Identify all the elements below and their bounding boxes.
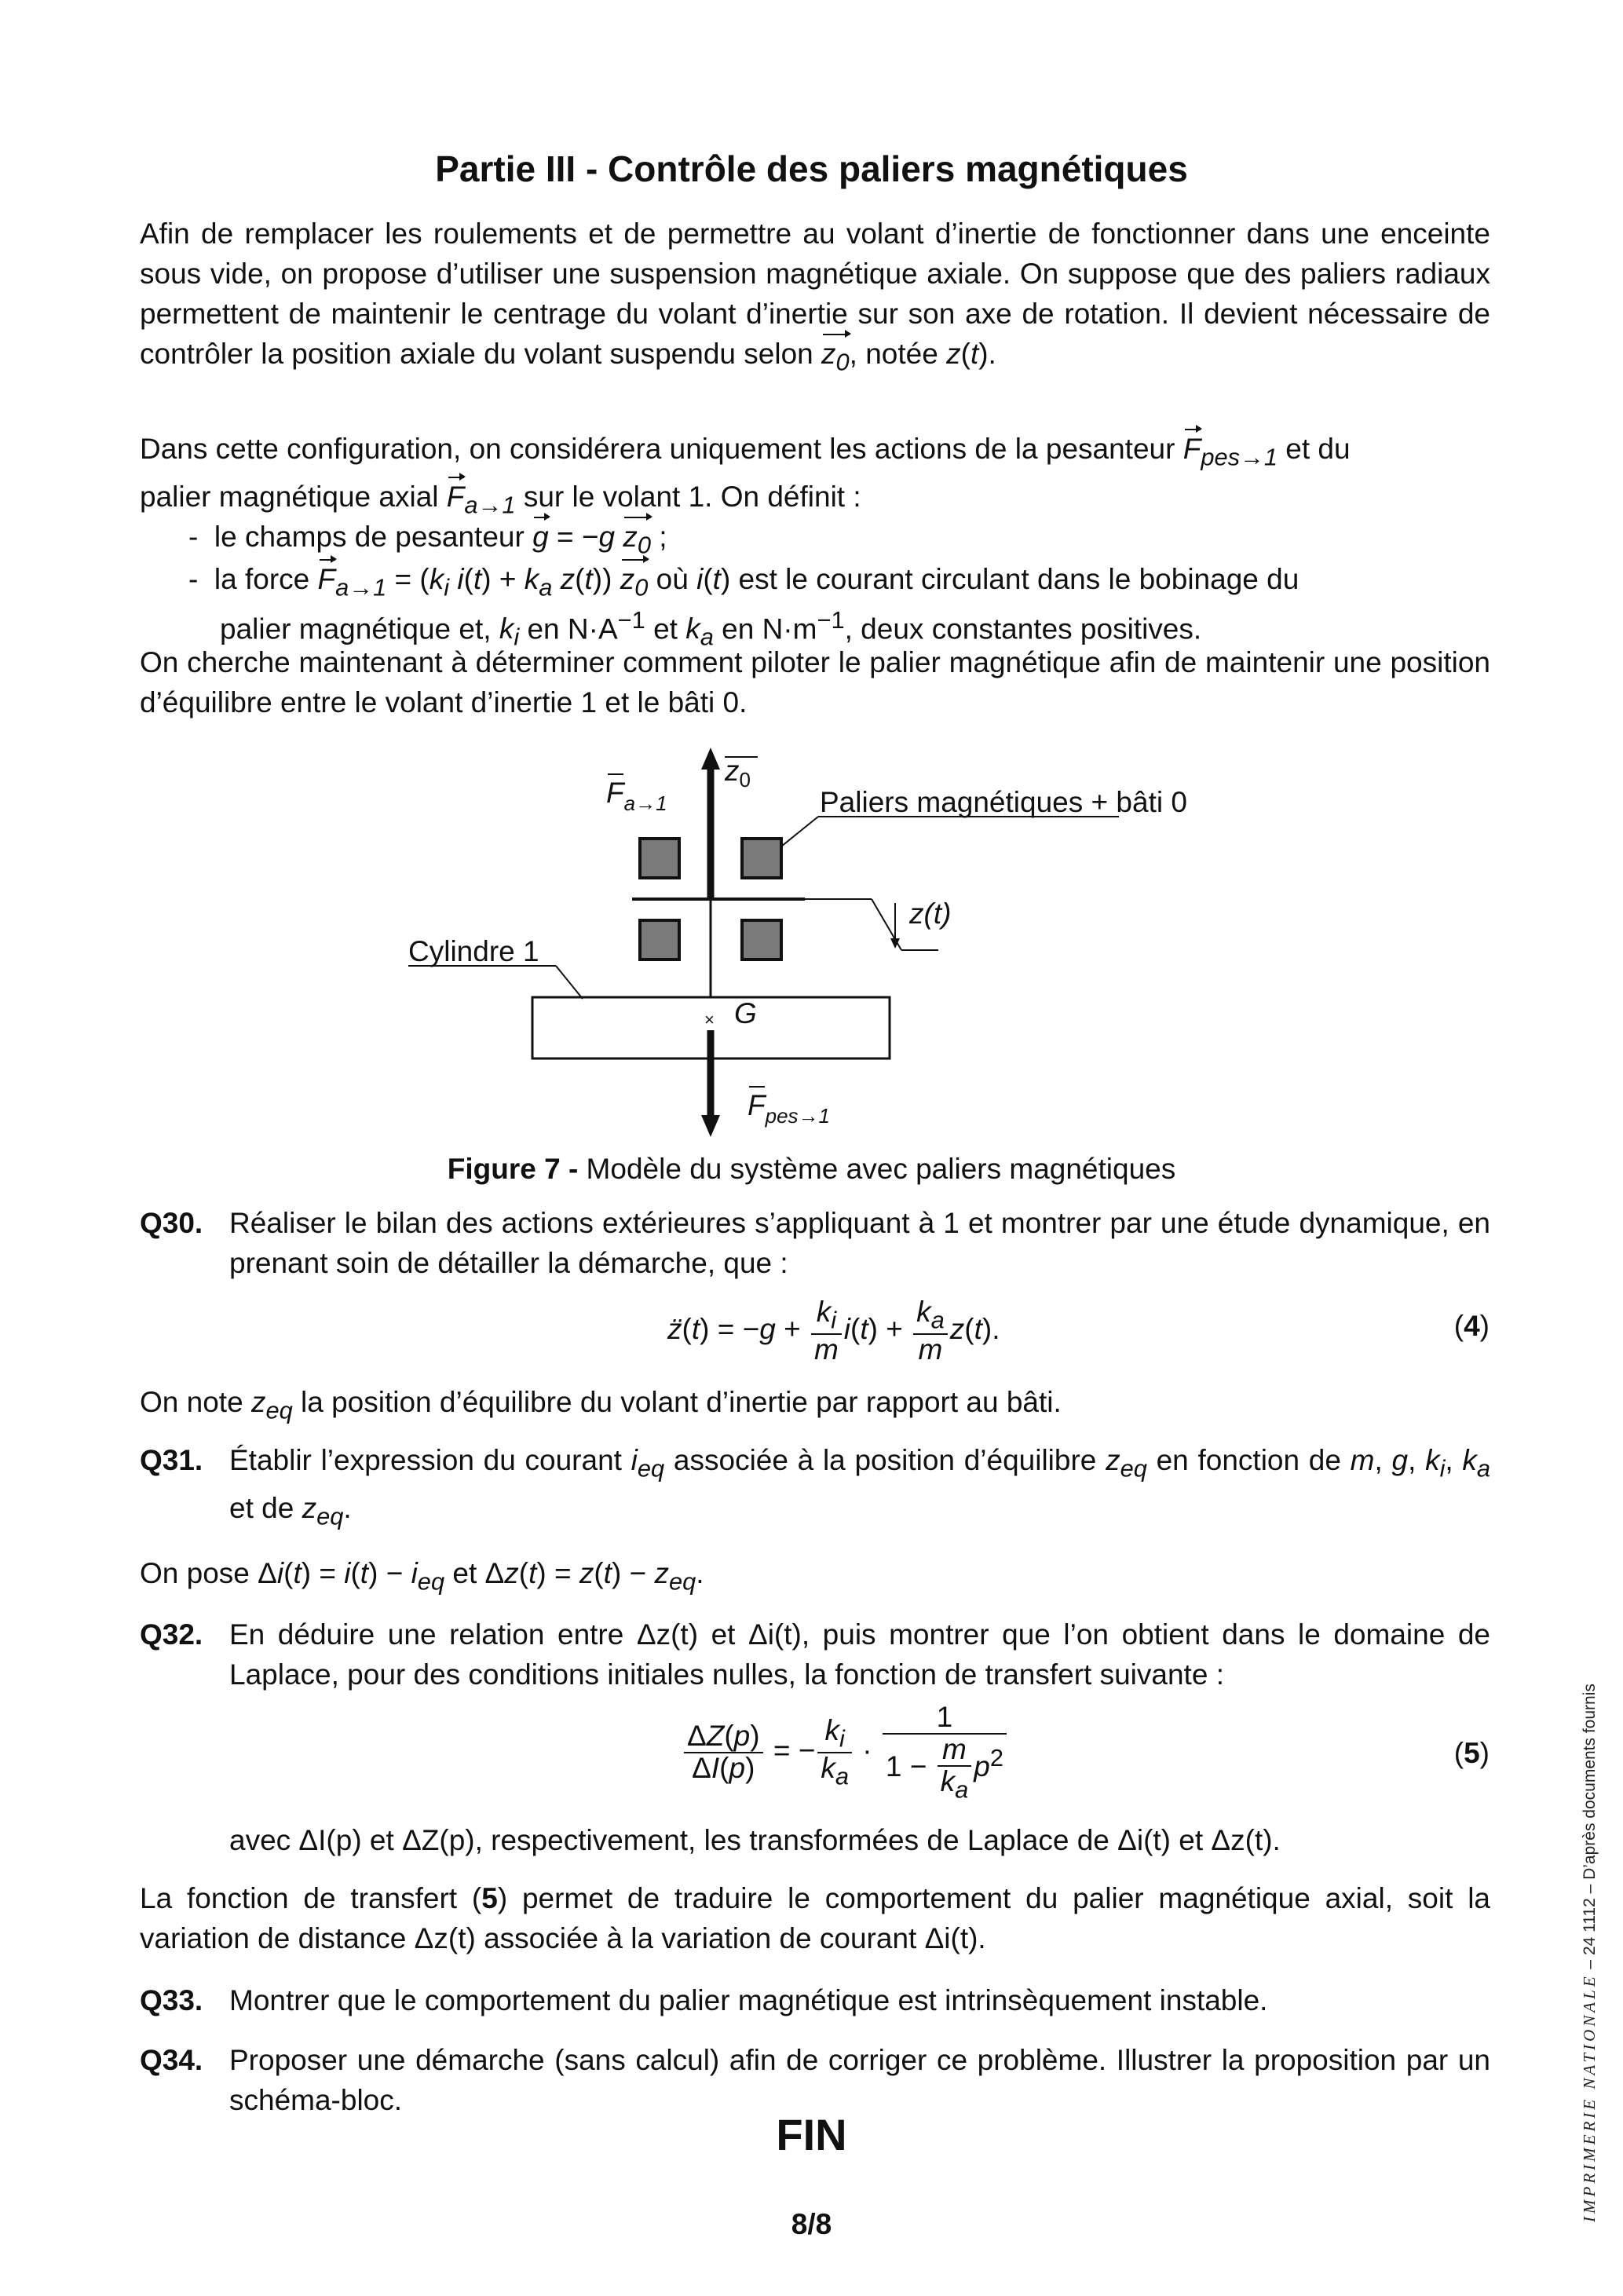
zt-label: z(t) [909,898,952,930]
q33-label: Q33. [140,1984,203,2016]
equation-4: z̈(t) = −g + $\frac{k_i}{m}$ i(t) + $\frac{k_a}{m}$ z(t). [667,1296,1000,1366]
q31-label: Q31. [140,1444,203,1476]
config-paragraph: Dans cette configuration, on considérera uniquement les actions de la pesanteur $F_{pes\to 1}$ et du palier magnétique axial $F_{a\to 1}$ sur le volant 1. On définit : [140,429,1490,525]
q30-text: Réaliser le bilan des actions extérieures s’appliquant à 1 et montrer par une étude dynamique, en prenant soin de détailler la démarche, que : [229,1207,1490,1279]
page-number: 8/8 [791,2208,832,2240]
q31-text: Établir l’expression du courant $i_{eq}$ associée à la position d’équilibre $z_{eq}$ en fonction de m, g, $k_i$, $k_a$ et de $z_{eq}$. [229,1444,1491,1530]
bearing-diagram [377,746,1288,1139]
magnet-top-left [640,839,679,878]
printer-sidebar: IMPRIMERIE NATIONALE – 24 1112 – D’après documents fournis [1580,1684,1599,2222]
q34-label: Q34. [140,2044,203,2076]
bullet-gravity: - le champs de pesanteur g = −g $z_0$ ; [188,517,667,565]
section-heading: Partie III - Contrôle des paliers magnétiques [435,148,1188,189]
z0-label: $z_0$ [725,755,751,792]
zeq-note: On note $z_{eq}$ la position d’équilibre du volant d’inertie par rapport au bâti. [140,1386,1062,1424]
q34-text: Proposer une démarche (sans calcul) afin de corriger ce problème. Illustrer la proposition par un schéma-bloc. [229,2044,1490,2116]
equation-5-number: (5) [1453,1737,1490,1769]
cylindre-leader [556,966,583,999]
q32-text: En déduire une relation entre Δz(t) et Δi(t), puis montrer que l’on obtient dans le domaine de Laplace, pour des conditions initiales nulles, la fonction de transfert suivante : [229,1618,1490,1691]
bullet-force-cont: palier magnétique et, $k_i$ en $N\cdot A^{-1}$ et $k_a$ en $N\cdot m^{-1}$, deux constantes positives. [220,606,1202,651]
goal-paragraph: On cherche maintenant à déterminer comment piloter le palier magnétique afin de maintenir une position d’équilibre entre le volant d’inertie 1 et le bâti 0. [140,646,1490,718]
fa-label: $F_{a\to 1}$ [606,777,667,815]
equation-5: $\frac{\Delta Z(p)}{\Delta I(p)}$ = − $\frac{k_i}{k_a}$ · 1 1 − $\frac{m}{k_a}$ $p^2$ [682,1702,1009,1802]
equation-4-number: (4) [1453,1310,1490,1342]
pose-note: On pose $\Delta i(t) = i(t) - i_{eq}$ et $\Delta z(t) = z(t) - z_{eq}$. [140,1557,704,1596]
transfer-note: La fonction de transfert (5) permet de traduire le comportement du palier magnétique axial, soit la variation de distance Δz(t) associée à la variation de courant Δi(t). [140,1882,1490,1954]
q30-label: Q30. [140,1207,203,1239]
q32-label: Q32. [140,1618,203,1651]
magnet-bottom-right [742,920,781,960]
q33-text: Montrer que le comportement du palier magnétique est intrinsèquement instable. [229,1984,1268,2016]
intro-paragraph: Afin de remplacer les roulements et de permettre au volant d’inertie de fonctionner dans une enceinte sous vide, on propose d’utiliser une suspension magnétique axiale. On suppose que des paliers radiaux permettent de maintenir le centrage du volant d’inertie sur son axe de rotation. Il devient nécessaire de contrôler la position axiale du volant suspendu selon $z_0$, notée z(t). [140,214,1490,382]
g-mark: × [704,1010,715,1029]
g-label: G [734,997,757,1029]
weight-arrowhead [701,1115,720,1137]
magnet-bottom-left [640,920,679,960]
paliers-label: Paliers magnétiques + bâti 0 [820,786,1187,818]
q32-avec: avec ΔI(p) et ΔZ(p), respectivement, les transformées de Laplace de Δi(t) et Δz(t). [229,1824,1281,1856]
cylindre-label: Cylindre 1 [408,935,539,967]
fpes-label: $F_{pes\to 1}$ [748,1089,830,1128]
zt-dimension-head [890,938,900,949]
magnet-top-right [742,839,781,878]
paliers-leader [781,817,818,846]
fin-label: FIN [776,2110,847,2159]
figure-caption: Figure 7 - Modèle du système avec paliers magnétiques [447,1153,1176,1185]
bullet-force: - la force $F_{a\to 1} = (k_i$ $i(t) + k_a$ z(t)) $z_0$ où i(t) est le courant circulant dans le bobinage du [188,559,1492,607]
